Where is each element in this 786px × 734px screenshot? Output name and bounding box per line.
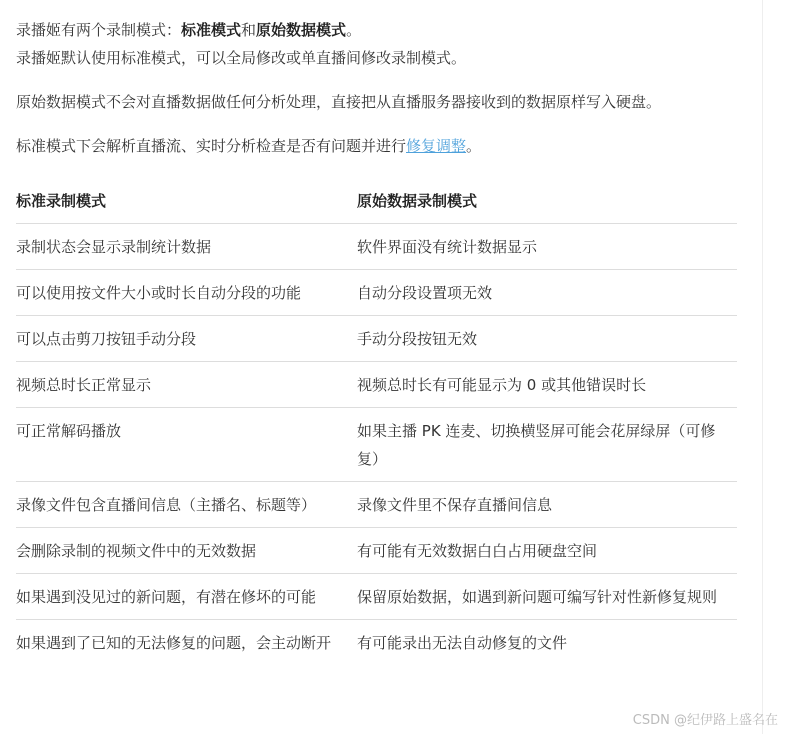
repair-adjust-link[interactable]: 修复调整 xyxy=(406,137,467,155)
table-header-row xyxy=(16,178,737,224)
table-cell-raw: 有可能有无效数据白白占用硬盘空间 xyxy=(357,528,737,574)
standard-mode-description xyxy=(16,132,737,160)
article-content xyxy=(16,16,737,665)
table-cell-standard: 会删除录制的视频文件中的无效数据 xyxy=(16,528,357,574)
table-row xyxy=(16,574,737,620)
standard-desc-prefix: 标准模式下会解析直播流、实时分析检查是否有问题并进行 xyxy=(16,137,407,155)
table-cell-standard: 如果遇到了已知的无法修复的问题，会主动断开 xyxy=(16,634,332,652)
intro-prefix: 录播姬有两个录制模式： xyxy=(16,21,182,39)
table-row xyxy=(16,270,737,316)
table-cell-raw: 如果主播 PK 连麦、切换横竖屏可能会花屏绿屏（可修复） xyxy=(357,408,737,482)
table-row xyxy=(16,224,737,270)
table-cell-standard: 可以使用按文件大小或时长自动分段的功能 xyxy=(16,270,357,316)
table-cell-standard: 可正常解码播放 xyxy=(16,408,357,482)
mode-comparison-table xyxy=(16,178,737,665)
table-row xyxy=(16,408,737,482)
intro-suffix: 。 xyxy=(346,21,362,39)
table-cell-raw: 视频总时长有可能显示为 0 或其他错误时长 xyxy=(357,362,737,408)
mode-standard-label: 标准模式 xyxy=(181,21,242,39)
table-cell-standard: 可以点击剪刀按钮手动分段 xyxy=(16,316,357,362)
intro-paragraph xyxy=(16,16,737,72)
table-cell-standard: 录制状态会显示录制统计数据 xyxy=(16,224,357,270)
table-cell-raw: 自动分段设置项无效 xyxy=(357,270,737,316)
table-cell-raw: 录像文件里不保存直播间信息 xyxy=(357,482,737,528)
intro-default-mode-text: 录播姬默认使用标准模式，可以全局修改或单直播间修改录制模式。 xyxy=(16,49,467,67)
table-row xyxy=(16,528,737,574)
table-cell-raw: 有可能录出无法自动修复的文件 xyxy=(357,634,568,652)
table-cell-standard: 视频总时长正常显示 xyxy=(16,362,357,408)
table-cell-standard: 如果遇到没见过的新问题，有潜在修坏的可能 xyxy=(16,574,357,620)
table-cell-raw: 手动分段按钮无效 xyxy=(357,316,737,362)
table-row xyxy=(16,620,737,666)
table-cell-raw: 保留原始数据，如遇到新问题可编写针对性新修复规则 xyxy=(357,574,737,620)
table-row xyxy=(16,316,737,362)
mode-raw-label: 原始数据模式 xyxy=(256,21,347,39)
table-row xyxy=(16,362,737,408)
table-row xyxy=(16,482,737,528)
intro-conjunction: 和 xyxy=(241,21,257,39)
standard-desc-suffix: 。 xyxy=(466,137,482,155)
csdn-watermark: CSDN @纪伊路上盛名在 xyxy=(632,713,778,728)
raw-mode-description: 原始数据模式不会对直播数据做任何分析处理，直接把从直播服务器接收到的数据原样写入硬盘。 xyxy=(16,93,662,111)
table-cell-standard: 录像文件包含直播间信息（主播名、标题等） xyxy=(16,482,357,528)
table-cell-raw: 软件界面没有统计数据显示 xyxy=(357,224,737,270)
header-raw-mode: 原始数据录制模式 xyxy=(357,178,737,224)
header-standard-mode: 标准录制模式 xyxy=(16,178,357,224)
